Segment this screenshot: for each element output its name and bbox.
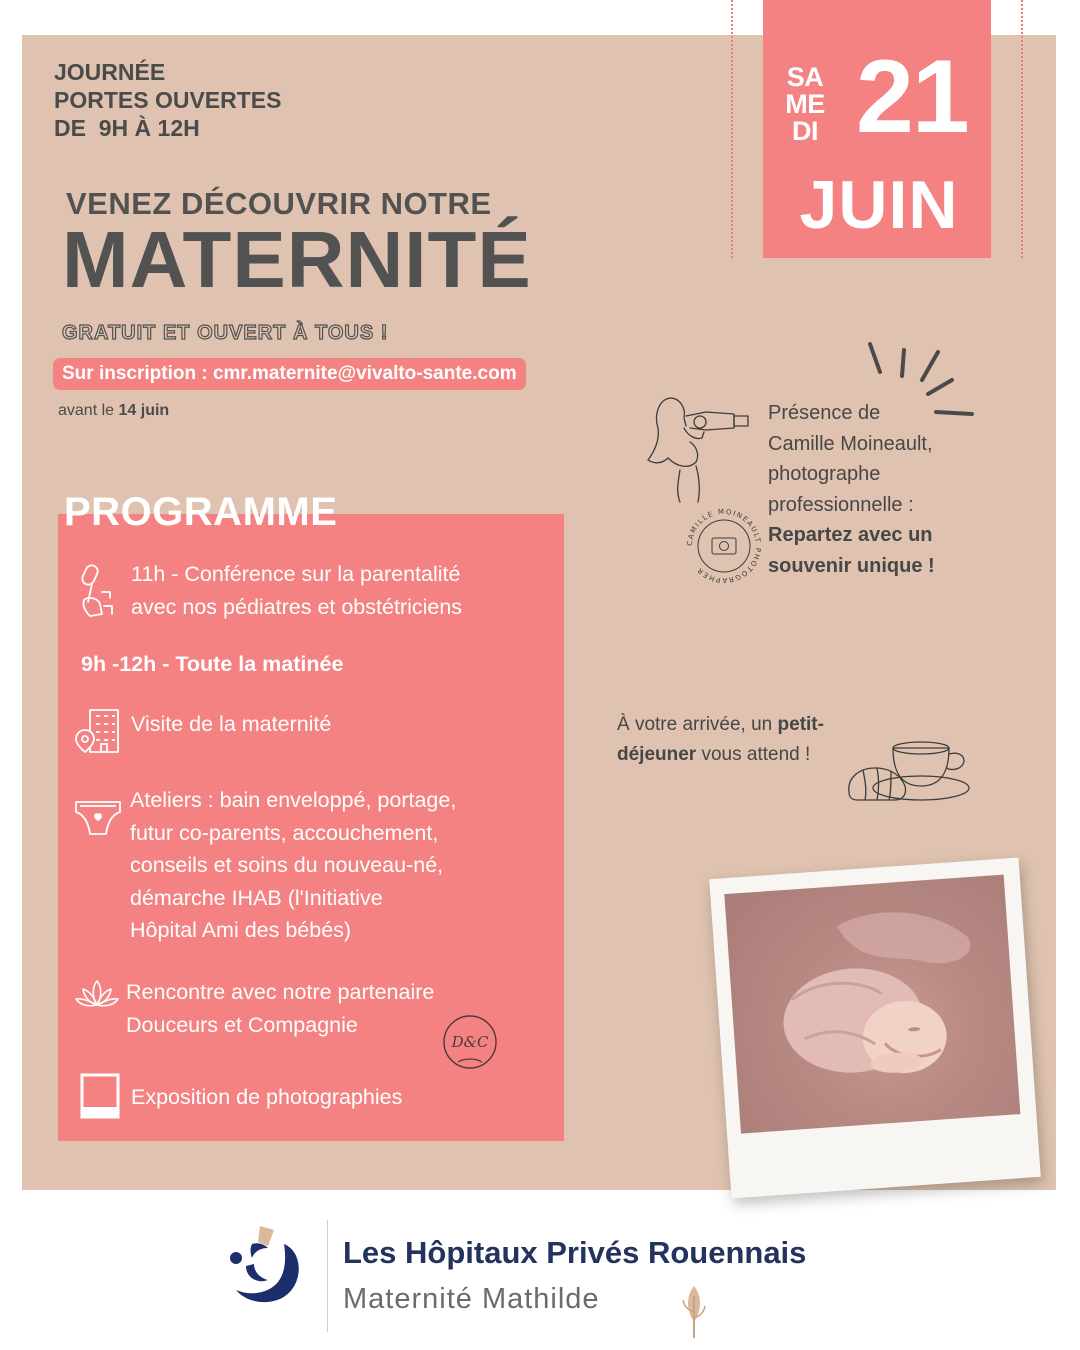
organization-name: Les Hôpitaux Privés Rouennais bbox=[343, 1235, 807, 1270]
newborn-polaroid bbox=[709, 858, 1041, 1199]
open-day-hours: JOURNÉE PORTES OUVERTES DE 9H À 12H bbox=[54, 59, 282, 141]
programme-morning: 9h -12h - Toute la matinée bbox=[81, 652, 344, 676]
page-title: MATERNITÉ bbox=[62, 215, 532, 304]
programme-visit: Visite de la maternité bbox=[131, 712, 332, 736]
svg-text:D&C: D&C bbox=[451, 1033, 489, 1051]
newborn-photo bbox=[724, 875, 1020, 1134]
site-name: Maternité Mathilde bbox=[343, 1283, 600, 1315]
date-month: JUIN bbox=[799, 167, 959, 243]
partner-logo bbox=[440, 1012, 500, 1072]
date-number: 21 bbox=[856, 39, 968, 155]
discover-heading: VENEZ DÉCOUVRIR NOTRE bbox=[66, 186, 492, 221]
sleeping-baby-image bbox=[724, 875, 1020, 1134]
programme-partner: Rencontre avec notre partenaire Douceurs et Compagnie bbox=[126, 980, 435, 1037]
free-entry-text: GRATUIT ET OUVERT À TOUS ! bbox=[62, 322, 389, 344]
leaf-icon bbox=[680, 1282, 706, 1340]
registration-badge[interactable]: Sur inscription : cmr.maternite@vivalto-sante.com bbox=[53, 358, 526, 390]
coffee-croissant-icon bbox=[845, 734, 981, 808]
microphone-icon bbox=[74, 562, 120, 620]
programme-exhibition: Exposition de photographies bbox=[131, 1085, 403, 1109]
photographer-stamp-icon bbox=[678, 500, 770, 592]
date-badge bbox=[763, 0, 991, 258]
photographer-sketch-icon bbox=[640, 392, 752, 504]
logo-divider bbox=[327, 1220, 328, 1332]
dotted-line-left bbox=[731, 0, 733, 258]
registration-deadline: avant le 14 juin bbox=[58, 402, 170, 419]
photo-frame-icon bbox=[80, 1073, 120, 1119]
hospital-group-logo bbox=[222, 1222, 310, 1310]
programme-workshops: Ateliers : bain enveloppé, portage, futur co-parents, accouchement, conseils et soins du nouveau-né, démarche IHAB (l'Initiative Hôpital Ami des bébés) bbox=[130, 788, 457, 942]
programme-title: PROGRAMME bbox=[64, 490, 338, 534]
hospital-building-icon bbox=[74, 708, 122, 754]
date-weekday: SA ME DI bbox=[785, 62, 825, 146]
dotted-line-right bbox=[1021, 0, 1023, 258]
programme-conference: 11h - Conférence sur la parentalité avec nos pédiatres et obstétriciens bbox=[131, 562, 463, 619]
photographer-text: Présence de Camille Moineault, photographe professionnelle : Repartez avec un souvenir unique ! bbox=[768, 402, 935, 577]
breakfast-text: À votre arrivée, un petit- déjeuner vous attend ! bbox=[617, 714, 824, 765]
svg-text:CAMILLE MOINEAULT PHOTOGRAPHER: CAMILLE MOINEAULT PHOTOGRAPHER bbox=[685, 507, 763, 585]
lotus-icon bbox=[74, 977, 120, 1013]
diaper-icon bbox=[74, 798, 122, 838]
